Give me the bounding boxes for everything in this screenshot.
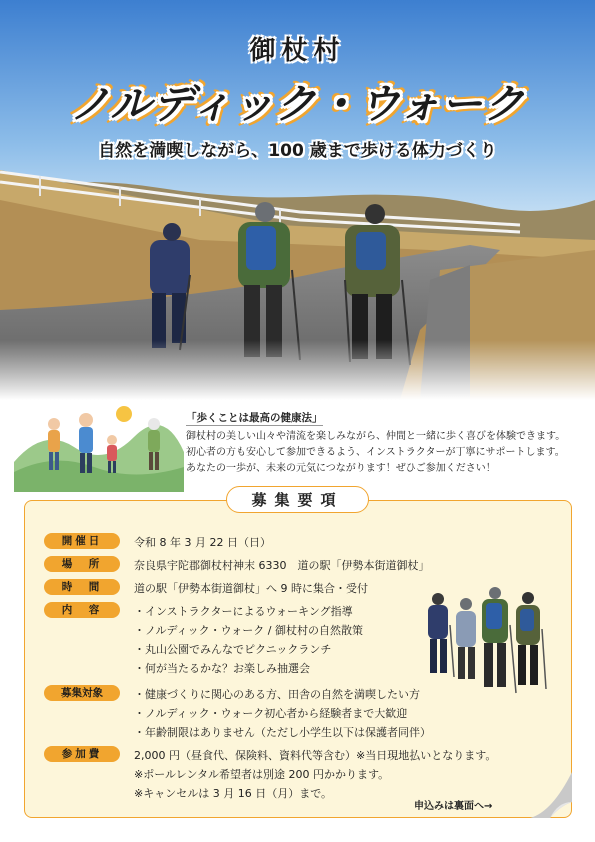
intro-text: [186, 406, 586, 477]
page-curl-icon: [530, 772, 572, 818]
detail-value: ・何が当たるかな？お楽しみ抽選会: [134, 662, 310, 675]
walkers-photo: [420, 585, 550, 700]
detail-label: 募集対象: [44, 685, 120, 701]
title-block: [0, 30, 595, 161]
detail-value: ・丸山公園でみんなでピクニックランチ: [134, 643, 332, 656]
hero-photo: [0, 0, 595, 400]
detail-value: ※キャンセルは 3 月 16 日（月）まで。: [134, 787, 332, 800]
intro-line: 初心者の方も安心して参加できるよう、インストラクターが丁寧にサポートします。: [186, 447, 565, 458]
detail-label: 内 容: [44, 602, 120, 618]
family-walking-illustration: [14, 392, 184, 492]
subtitle: 自然を満喫しながら、100 歳まで歩ける体力づくり: [98, 141, 497, 161]
detail-value: 2,000 円（昼食代、保険料、資料代等含む）※当日現地払いとなります。: [134, 749, 497, 762]
detail-value: 令和 8 年 3 月 22 日（日）: [134, 536, 271, 549]
details-title: 募集要項: [226, 486, 368, 513]
detail-label: 時 間: [44, 579, 120, 595]
detail-label: 場 所: [44, 556, 120, 572]
intro-line: 御杖村の美しい山々や清流を楽しみながら、仲間と一緒に歩く喜びを体験できます。: [186, 431, 566, 442]
apply-note: 申込みは裏面へ→: [414, 801, 493, 812]
detail-value: 道の駅「伊勢本街道御杖」へ 9 時に集合・受付: [134, 582, 368, 595]
detail-label: 開催日: [44, 533, 120, 549]
detail-value: 奈良県宇陀郡御杖村神末 6330 道の駅「伊勢本街道御杖」: [134, 559, 430, 572]
village-name: 御杖村: [249, 36, 346, 66]
intro-line: あなたの一歩が、未来の元気につながります！ぜひご参加ください！: [186, 463, 496, 474]
detail-value: ・年齢制限はありません（ただし小学生以下は保護者同伴）: [134, 726, 431, 739]
detail-value: ※ポールレンタル希望者は別途 200 円かかります。: [134, 768, 390, 781]
main-title: ノルディック・ウォーク: [69, 80, 526, 128]
intro-heading: 「歩くことは最高の健康法」: [186, 412, 323, 424]
detail-label: 参加費: [44, 746, 120, 762]
detail-value: ・健康づくりに関心のある方、田舎の自然を満喫したい方: [134, 688, 420, 701]
detail-value: ・ノルディック・ウォーク / 御杖村の自然散策: [134, 624, 363, 637]
detail-value: ・ノルディック・ウォーク初心者から経験者まで大歓迎: [134, 707, 408, 720]
detail-value: ・インストラクターによるウォーキング指導: [134, 605, 353, 618]
